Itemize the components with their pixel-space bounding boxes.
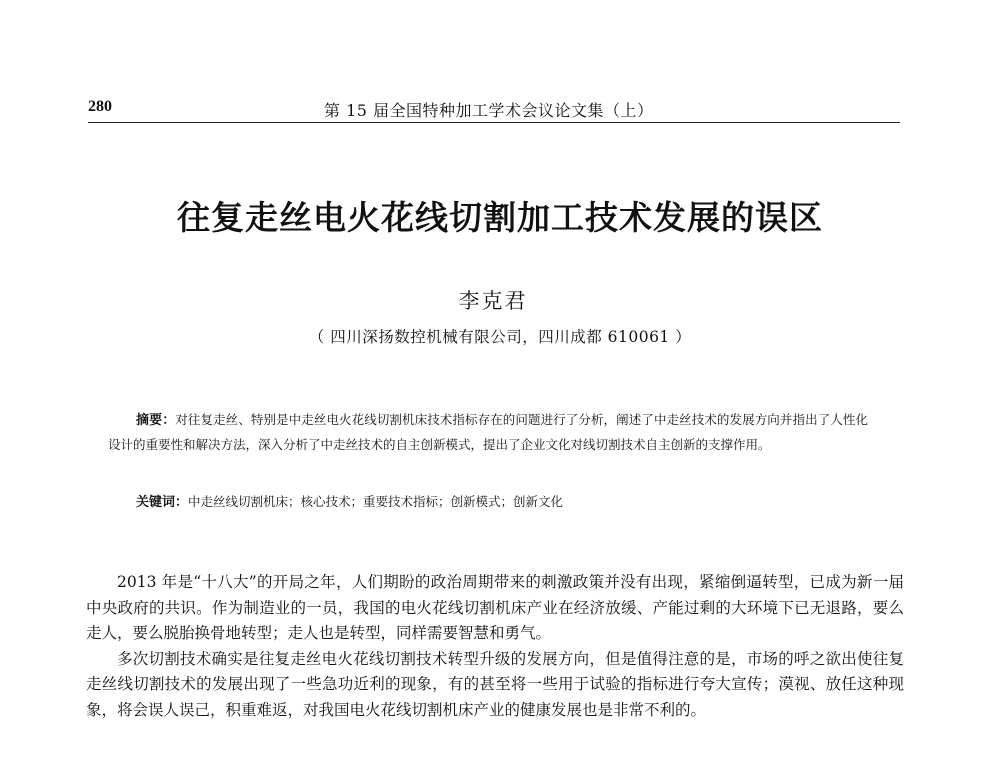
running-header [88,96,900,123]
author-name: 李克君 [458,289,528,313]
abstract-text: 对往复走丝、特别是中走丝电火花线切割机床技术指标存在的问题进行了分析，阐述了中走丝技术的发展方向并指出了人性化设计的重要性和解决方法，深入分析了中走丝技术的自主创新模式，提出了企业文化对线切割技术自主创新的支撑作用。 [108,412,868,452]
author-affiliation: （ 四川深扬数控机械有限公司，四川成都 610061 ） [308,328,692,346]
body-paragraph: 多次切割技术确实是往复走丝电火花线切割技术转型升级的发展方向，但是值得注意的是，市场的呼之欲出使往复走丝线切割技术的发展出现了一些急功近利的现象，有的甚至将一些用于试验的指标进行夸大宣传；漠视、放任这种现象，将会误人误己，积重难返，对我国电火花线切割机床产业的健康发展也是非常不利的。 [86,649,904,719]
running-head-title: 第 15 届全国特种加工学术会议论文集（上） [324,101,654,120]
keywords [136,491,866,514]
abstract [108,408,868,457]
body-paragraph: 2013 年是“十八大”的开局之年，人们期盼的政治周期带来的刺激政策并没有出现，紧缩倒逼转型，已成为新一届中央政府的共识。作为制造业的一员，我国的电火花线切割机床产业在经济放缓、产能过剩的大环境下已无退路，要么走人，要么脱胎换骨地转型；走人也是转型，同样需要智慧和勇气。 [86,573,904,642]
keywords-label: 关键词： [136,495,189,510]
paper-title: 往复走丝电火花线切割加工技术发展的误区 [177,198,823,237]
abstract-label: 摘要： [136,413,176,428]
page-number: 280 [88,98,112,115]
abstract-paragraph [108,408,868,457]
keywords-text: 中走丝线切割机床；核心技术；重要技术指标；创新模式；创新文化 [188,494,564,509]
body-text [86,570,904,723]
